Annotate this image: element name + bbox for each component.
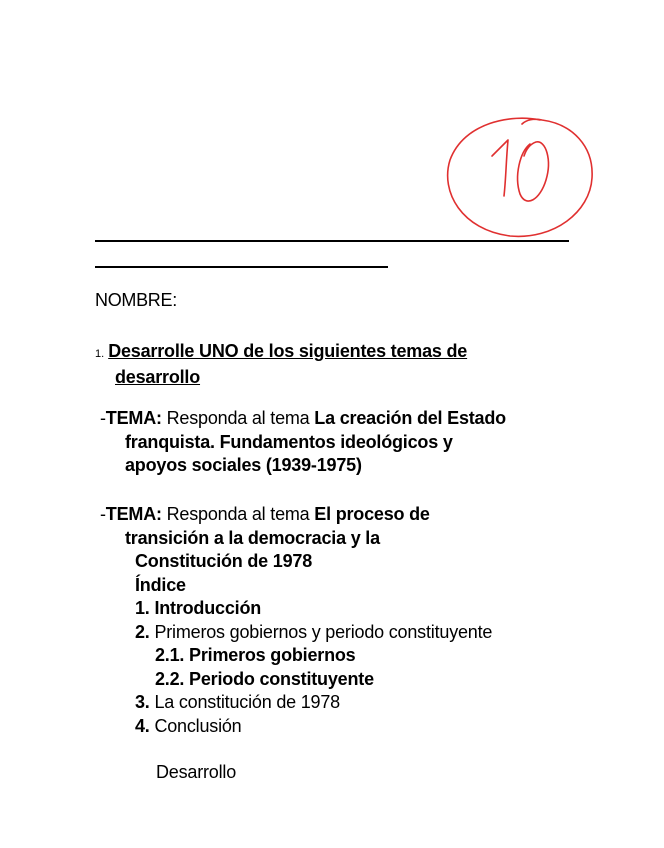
topic2-title-line2: transición a la democracia y la bbox=[125, 527, 380, 548]
question-block bbox=[95, 340, 565, 389]
index-item bbox=[100, 691, 580, 715]
header-rule-short bbox=[95, 266, 388, 268]
index-item-number: 1. bbox=[135, 598, 150, 618]
grade-digit-one bbox=[492, 140, 508, 196]
index-item bbox=[100, 621, 580, 645]
topic2-intro: Responda al tema bbox=[161, 504, 315, 524]
topic1-dash: - bbox=[100, 408, 106, 428]
topic2-dash: - bbox=[100, 504, 106, 524]
header-rule-long bbox=[95, 240, 569, 242]
question-number: 1. bbox=[95, 348, 105, 360]
index-item-text: Periodo constituyente bbox=[189, 668, 374, 689]
index-item-text: Introducción bbox=[154, 598, 262, 618]
index-item-number: 2. bbox=[135, 621, 150, 642]
index-heading: Índice bbox=[135, 574, 186, 595]
grade-mark bbox=[442, 112, 596, 240]
topic1-label: TEMA: bbox=[105, 408, 162, 428]
topic2-title-line3: Constitución de 1978 bbox=[135, 551, 313, 571]
section-desarrollo: Desarrollo bbox=[156, 762, 237, 782]
topic2-title-line1: El proceso de bbox=[314, 504, 430, 524]
index-item-text: La constitución de 1978 bbox=[154, 692, 340, 712]
grade-circle bbox=[448, 118, 592, 236]
topic-option-2 bbox=[100, 503, 580, 738]
index-item-number: 3. bbox=[135, 692, 150, 712]
index-item-text: Primeros gobiernos bbox=[189, 645, 356, 665]
index-item-number: 4. bbox=[135, 715, 150, 736]
index-subitem bbox=[100, 644, 580, 668]
question-text-line2: desarrollo bbox=[115, 367, 201, 387]
grade-digit-zero bbox=[518, 142, 549, 201]
topic1-title-line1: La creación del Estado bbox=[314, 408, 506, 428]
topic-option-1 bbox=[100, 407, 580, 478]
index-item-text: Conclusión bbox=[154, 715, 242, 736]
index-subitem bbox=[100, 668, 580, 692]
index-item bbox=[100, 597, 580, 621]
grade-circle-drawing bbox=[442, 112, 596, 240]
index-item-number: 2.1. bbox=[155, 645, 185, 665]
name-label: NOMBRE: bbox=[95, 290, 177, 310]
topic1-intro: Responda al tema bbox=[161, 408, 315, 428]
index-item bbox=[100, 715, 580, 739]
index-item-number: 2.2. bbox=[155, 668, 185, 689]
topic1-title-line2: franquista. Fundamentos ideológicos y bbox=[125, 431, 453, 452]
topic2-label: TEMA: bbox=[105, 504, 162, 524]
topic1-title-line3: apoyos sociales (1939-1975) bbox=[125, 455, 362, 475]
question-text-line1: Desarrolle UNO de los siguientes temas de bbox=[108, 341, 468, 361]
index-item-text: Primeros gobiernos y periodo constituyente bbox=[154, 621, 493, 642]
